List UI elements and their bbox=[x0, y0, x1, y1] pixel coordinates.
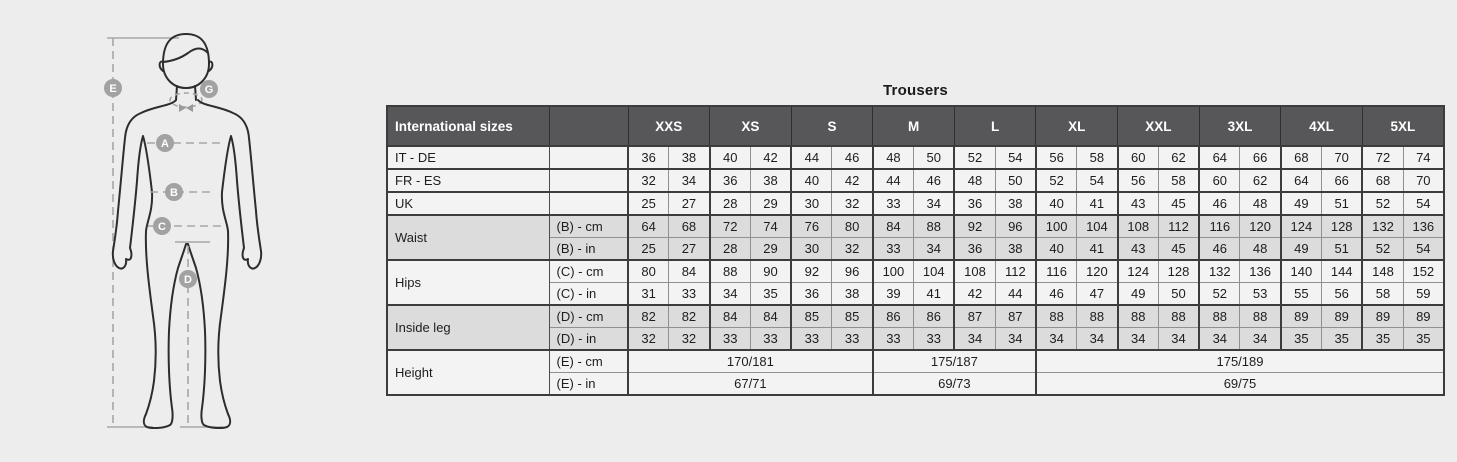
size-value-cell: 56 bbox=[1322, 283, 1363, 306]
size-value-cell: 64 bbox=[1281, 169, 1322, 192]
size-value-cell: 54 bbox=[1077, 169, 1118, 192]
size-value-cell: 34 bbox=[1077, 328, 1118, 351]
column-header-size-xxs: XXS bbox=[628, 106, 710, 146]
size-value-cell: 56 bbox=[1036, 146, 1077, 169]
size-value-cell: 36 bbox=[791, 283, 832, 306]
size-value-cell: 46 bbox=[1199, 238, 1240, 261]
size-value-cell: 34 bbox=[1158, 328, 1199, 351]
size-value-cell: 33 bbox=[873, 192, 914, 215]
size-value-cell: 116 bbox=[1036, 260, 1077, 283]
badge-C bbox=[153, 217, 171, 235]
size-value-cell: 38 bbox=[750, 169, 791, 192]
size-value-cell: 92 bbox=[791, 260, 832, 283]
body-measurement-diagram bbox=[83, 16, 323, 448]
size-value-cell: 76 bbox=[791, 215, 832, 238]
size-value-cell: 56 bbox=[1118, 169, 1159, 192]
column-header-size-s: S bbox=[791, 106, 873, 146]
size-value-cell: 86 bbox=[873, 305, 914, 328]
size-value-cell: 92 bbox=[954, 215, 995, 238]
size-value-cell: 100 bbox=[873, 260, 914, 283]
size-value-cell: 112 bbox=[995, 260, 1036, 283]
row-label: Inside leg bbox=[387, 305, 549, 350]
size-value-cell: 40 bbox=[1036, 238, 1077, 261]
size-value-cell: 38 bbox=[669, 146, 710, 169]
size-value-cell: 54 bbox=[1403, 192, 1444, 215]
size-value-cell: 36 bbox=[954, 192, 995, 215]
size-value-cell: 62 bbox=[1240, 169, 1281, 192]
size-value-cell: 84 bbox=[750, 305, 791, 328]
size-value-cell: 136 bbox=[1240, 260, 1281, 283]
size-value-cell: 67/71 bbox=[628, 373, 873, 396]
size-value-cell: 104 bbox=[1077, 215, 1118, 238]
size-value-cell: 34 bbox=[914, 238, 955, 261]
body-figure-illustration bbox=[83, 16, 323, 448]
size-value-cell: 39 bbox=[873, 283, 914, 306]
column-header-size-3xl: 3XL bbox=[1199, 106, 1281, 146]
size-value-cell: 60 bbox=[1199, 169, 1240, 192]
size-value-cell: 46 bbox=[832, 146, 873, 169]
size-value-cell: 33 bbox=[710, 328, 751, 351]
row-label: Height bbox=[387, 350, 549, 395]
size-value-cell: 49 bbox=[1281, 192, 1322, 215]
size-value-cell: 32 bbox=[628, 328, 669, 351]
size-value-cell: 29 bbox=[750, 238, 791, 261]
row-label: UK bbox=[387, 192, 549, 215]
measure-unit-label bbox=[549, 146, 628, 169]
size-value-cell: 74 bbox=[1403, 146, 1444, 169]
size-value-cell: 82 bbox=[669, 305, 710, 328]
column-header-size-xxl: XXL bbox=[1118, 106, 1200, 146]
size-value-cell: 96 bbox=[995, 215, 1036, 238]
size-value-cell: 58 bbox=[1077, 146, 1118, 169]
size-value-cell: 45 bbox=[1158, 238, 1199, 261]
size-value-cell: 46 bbox=[1036, 283, 1077, 306]
size-value-cell: 54 bbox=[1403, 238, 1444, 261]
row-label: FR - ES bbox=[387, 169, 549, 192]
size-value-cell: 34 bbox=[914, 192, 955, 215]
size-value-cell: 34 bbox=[954, 328, 995, 351]
size-value-cell: 36 bbox=[710, 169, 751, 192]
size-value-cell: 33 bbox=[914, 328, 955, 351]
size-value-cell: 40 bbox=[791, 169, 832, 192]
size-value-cell: 38 bbox=[995, 192, 1036, 215]
badge-B-letter: B bbox=[170, 187, 178, 199]
size-value-cell: 33 bbox=[791, 328, 832, 351]
size-value-cell: 89 bbox=[1362, 305, 1403, 328]
size-value-cell: 85 bbox=[832, 305, 873, 328]
size-value-cell: 34 bbox=[1199, 328, 1240, 351]
size-value-cell: 44 bbox=[873, 169, 914, 192]
size-value-cell: 88 bbox=[1036, 305, 1077, 328]
size-value-cell: 34 bbox=[1036, 328, 1077, 351]
size-value-cell: 54 bbox=[995, 146, 1036, 169]
badge-G-letter: G bbox=[204, 84, 214, 96]
size-value-cell: 34 bbox=[669, 169, 710, 192]
size-value-cell: 88 bbox=[1158, 305, 1199, 328]
size-value-cell: 88 bbox=[1118, 305, 1159, 328]
size-value-cell: 64 bbox=[1199, 146, 1240, 169]
size-value-cell: 52 bbox=[954, 146, 995, 169]
size-value-cell: 32 bbox=[628, 169, 669, 192]
size-value-cell: 84 bbox=[710, 305, 751, 328]
size-value-cell: 47 bbox=[1077, 283, 1118, 306]
badge-A-letter: A bbox=[161, 138, 169, 150]
size-value-cell: 50 bbox=[914, 146, 955, 169]
size-value-cell: 89 bbox=[1403, 305, 1444, 328]
size-value-cell: 41 bbox=[1077, 192, 1118, 215]
size-value-cell: 35 bbox=[1322, 328, 1363, 351]
size-value-cell: 88 bbox=[1199, 305, 1240, 328]
size-value-cell: 69/73 bbox=[873, 373, 1036, 396]
size-value-cell: 33 bbox=[832, 328, 873, 351]
row-label: IT - DE bbox=[387, 146, 549, 169]
size-value-cell: 116 bbox=[1199, 215, 1240, 238]
size-value-cell: 148 bbox=[1362, 260, 1403, 283]
size-value-cell: 35 bbox=[1403, 328, 1444, 351]
size-value-cell: 33 bbox=[873, 328, 914, 351]
row-label: Waist bbox=[387, 215, 549, 260]
size-value-cell: 108 bbox=[954, 260, 995, 283]
column-header-size-4xl: 4XL bbox=[1281, 106, 1363, 146]
size-value-cell: 50 bbox=[1158, 283, 1199, 306]
badge-D bbox=[179, 270, 197, 288]
size-value-cell: 144 bbox=[1322, 260, 1363, 283]
size-value-cell: 50 bbox=[995, 169, 1036, 192]
column-header-size-m: M bbox=[873, 106, 955, 146]
size-value-cell: 51 bbox=[1322, 192, 1363, 215]
row-label: Hips bbox=[387, 260, 549, 305]
size-value-cell: 132 bbox=[1199, 260, 1240, 283]
size-value-cell: 104 bbox=[914, 260, 955, 283]
neck-bow-marker bbox=[179, 104, 193, 112]
size-value-cell: 62 bbox=[1158, 146, 1199, 169]
size-value-cell: 124 bbox=[1281, 215, 1322, 238]
size-value-cell: 170/181 bbox=[628, 350, 873, 373]
size-value-cell: 34 bbox=[710, 283, 751, 306]
size-value-cell: 49 bbox=[1281, 238, 1322, 261]
size-value-cell: 29 bbox=[750, 192, 791, 215]
size-value-cell: 43 bbox=[1118, 238, 1159, 261]
size-value-cell: 48 bbox=[1240, 238, 1281, 261]
size-value-cell: 70 bbox=[1403, 169, 1444, 192]
size-value-cell: 72 bbox=[1362, 146, 1403, 169]
size-value-cell: 80 bbox=[628, 260, 669, 283]
size-value-cell: 89 bbox=[1281, 305, 1322, 328]
size-value-cell: 44 bbox=[995, 283, 1036, 306]
size-value-cell: 88 bbox=[914, 215, 955, 238]
size-value-cell: 40 bbox=[1036, 192, 1077, 215]
size-value-cell: 32 bbox=[832, 192, 873, 215]
size-value-cell: 72 bbox=[710, 215, 751, 238]
size-value-cell: 42 bbox=[750, 146, 791, 169]
size-value-cell: 48 bbox=[1240, 192, 1281, 215]
size-value-cell: 84 bbox=[873, 215, 914, 238]
size-value-cell: 31 bbox=[628, 283, 669, 306]
size-value-cell: 41 bbox=[1077, 238, 1118, 261]
badge-B bbox=[165, 183, 183, 201]
size-value-cell: 34 bbox=[1240, 328, 1281, 351]
size-value-cell: 34 bbox=[1118, 328, 1159, 351]
size-value-cell: 82 bbox=[628, 305, 669, 328]
size-value-cell: 152 bbox=[1403, 260, 1444, 283]
size-value-cell: 87 bbox=[954, 305, 995, 328]
size-value-cell: 35 bbox=[750, 283, 791, 306]
size-value-cell: 132 bbox=[1362, 215, 1403, 238]
size-value-cell: 88 bbox=[710, 260, 751, 283]
size-value-cell: 52 bbox=[1199, 283, 1240, 306]
badge-C-letter: C bbox=[158, 221, 166, 233]
badge-G bbox=[200, 80, 218, 98]
size-value-cell: 36 bbox=[628, 146, 669, 169]
size-value-cell: 60 bbox=[1118, 146, 1159, 169]
column-header-size-xs: XS bbox=[710, 106, 792, 146]
measure-unit-label: (D) - cm bbox=[549, 305, 628, 328]
size-value-cell: 68 bbox=[1362, 169, 1403, 192]
size-value-cell: 51 bbox=[1322, 238, 1363, 261]
size-value-cell: 112 bbox=[1158, 215, 1199, 238]
size-value-cell: 36 bbox=[954, 238, 995, 261]
size-value-cell: 128 bbox=[1158, 260, 1199, 283]
size-value-cell: 64 bbox=[628, 215, 669, 238]
badge-D-letter: D bbox=[184, 274, 192, 286]
size-value-cell: 120 bbox=[1240, 215, 1281, 238]
size-value-cell: 175/187 bbox=[873, 350, 1036, 373]
size-value-cell: 52 bbox=[1362, 238, 1403, 261]
column-header-size-xl: XL bbox=[1036, 106, 1118, 146]
size-value-cell: 52 bbox=[1362, 192, 1403, 215]
size-value-cell: 42 bbox=[832, 169, 873, 192]
size-value-cell: 41 bbox=[914, 283, 955, 306]
size-value-cell: 136 bbox=[1403, 215, 1444, 238]
badge-A bbox=[156, 134, 174, 152]
hair-line bbox=[163, 49, 208, 63]
size-value-cell: 58 bbox=[1362, 283, 1403, 306]
size-value-cell: 45 bbox=[1158, 192, 1199, 215]
size-value-cell: 25 bbox=[628, 238, 669, 261]
measure-unit-label bbox=[549, 192, 628, 215]
trousers-size-chart bbox=[386, 82, 1445, 396]
size-value-cell: 124 bbox=[1118, 260, 1159, 283]
size-value-cell: 28 bbox=[710, 238, 751, 261]
size-value-cell: 42 bbox=[954, 283, 995, 306]
size-value-cell: 68 bbox=[1281, 146, 1322, 169]
size-value-cell: 32 bbox=[669, 328, 710, 351]
size-value-cell: 140 bbox=[1281, 260, 1322, 283]
size-value-cell: 33 bbox=[750, 328, 791, 351]
size-value-cell: 90 bbox=[750, 260, 791, 283]
size-value-cell: 30 bbox=[791, 192, 832, 215]
size-value-cell: 32 bbox=[832, 238, 873, 261]
torso-limbs-outline bbox=[113, 100, 261, 428]
size-value-cell: 43 bbox=[1118, 192, 1159, 215]
measure-unit-label bbox=[549, 169, 628, 192]
size-value-cell: 88 bbox=[1077, 305, 1118, 328]
size-value-cell: 48 bbox=[873, 146, 914, 169]
badge-E-letter: E bbox=[109, 83, 117, 95]
size-value-cell: 48 bbox=[954, 169, 995, 192]
size-value-cell: 55 bbox=[1281, 283, 1322, 306]
size-value-cell: 58 bbox=[1158, 169, 1199, 192]
size-value-cell: 66 bbox=[1322, 169, 1363, 192]
size-value-cell: 25 bbox=[628, 192, 669, 215]
size-value-cell: 88 bbox=[1240, 305, 1281, 328]
size-value-cell: 46 bbox=[914, 169, 955, 192]
size-value-cell: 175/189 bbox=[1036, 350, 1444, 373]
column-header-size-l: L bbox=[954, 106, 1036, 146]
size-value-cell: 96 bbox=[832, 260, 873, 283]
size-value-cell: 69/75 bbox=[1036, 373, 1444, 396]
size-value-cell: 44 bbox=[791, 146, 832, 169]
size-value-cell: 59 bbox=[1403, 283, 1444, 306]
size-value-cell: 87 bbox=[995, 305, 1036, 328]
size-value-cell: 33 bbox=[669, 283, 710, 306]
size-value-cell: 28 bbox=[710, 192, 751, 215]
size-value-cell: 35 bbox=[1281, 328, 1322, 351]
size-value-cell: 49 bbox=[1118, 283, 1159, 306]
size-value-cell: 89 bbox=[1322, 305, 1363, 328]
size-value-cell: 38 bbox=[995, 238, 1036, 261]
size-value-cell: 38 bbox=[832, 283, 873, 306]
table-title: Trousers bbox=[883, 82, 948, 99]
size-value-cell: 30 bbox=[791, 238, 832, 261]
size-table bbox=[386, 105, 1445, 396]
size-value-cell: 74 bbox=[750, 215, 791, 238]
size-value-cell: 108 bbox=[1118, 215, 1159, 238]
measure-unit-label: (B) - in bbox=[549, 238, 628, 261]
size-value-cell: 34 bbox=[995, 328, 1036, 351]
size-value-cell: 100 bbox=[1036, 215, 1077, 238]
size-value-cell: 66 bbox=[1240, 146, 1281, 169]
measure-unit-label: (C) - in bbox=[549, 283, 628, 306]
measure-unit-label: (D) - in bbox=[549, 328, 628, 351]
size-value-cell: 52 bbox=[1036, 169, 1077, 192]
column-header-size-5xl: 5XL bbox=[1362, 106, 1444, 146]
badge-E bbox=[104, 79, 122, 97]
size-value-cell: 35 bbox=[1362, 328, 1403, 351]
size-value-cell: 33 bbox=[873, 238, 914, 261]
measure-unit-label: (E) - in bbox=[549, 373, 628, 396]
size-value-cell: 53 bbox=[1240, 283, 1281, 306]
size-value-cell: 120 bbox=[1077, 260, 1118, 283]
size-value-cell: 46 bbox=[1199, 192, 1240, 215]
measure-unit-label: (B) - cm bbox=[549, 215, 628, 238]
size-value-cell: 68 bbox=[669, 215, 710, 238]
measure-unit-label: (E) - cm bbox=[549, 350, 628, 373]
size-value-cell: 27 bbox=[669, 192, 710, 215]
measure-unit-label: (C) - cm bbox=[549, 260, 628, 283]
column-header-international-sizes: International sizes bbox=[387, 106, 549, 146]
size-value-cell: 86 bbox=[914, 305, 955, 328]
size-value-cell: 80 bbox=[832, 215, 873, 238]
size-value-cell: 40 bbox=[710, 146, 751, 169]
size-value-cell: 70 bbox=[1322, 146, 1363, 169]
size-value-cell: 128 bbox=[1322, 215, 1363, 238]
size-value-cell: 84 bbox=[669, 260, 710, 283]
column-header-blank bbox=[549, 106, 628, 146]
size-value-cell: 27 bbox=[669, 238, 710, 261]
size-value-cell: 85 bbox=[791, 305, 832, 328]
